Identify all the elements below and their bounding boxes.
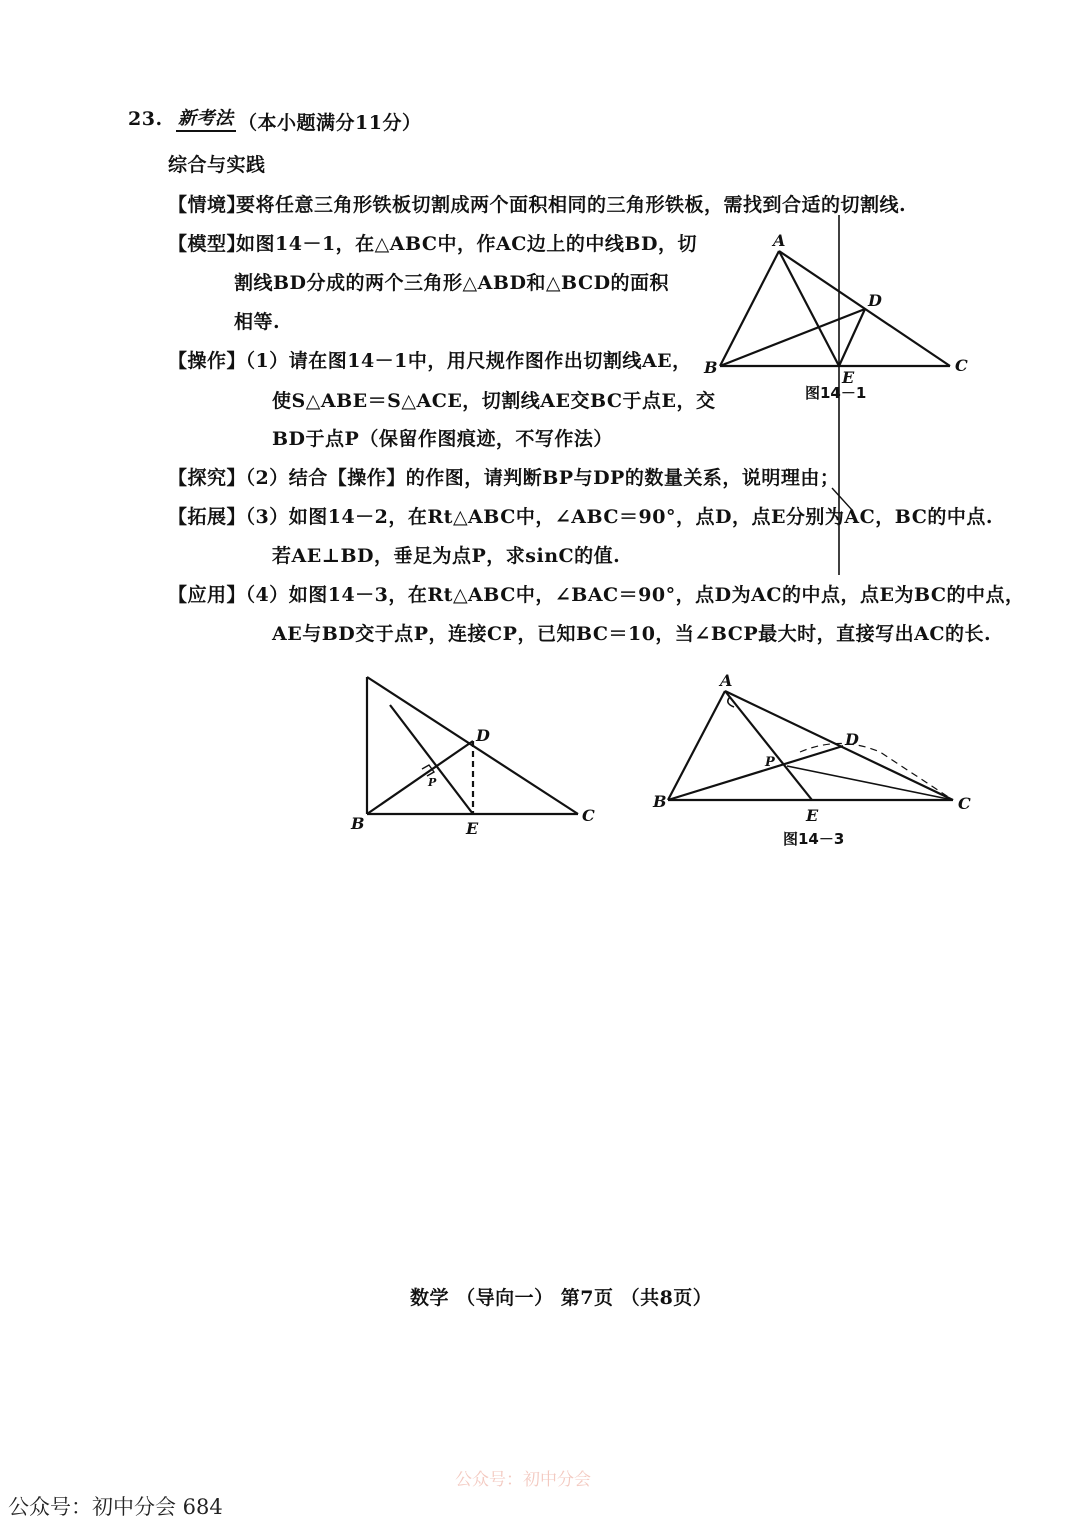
extend-tag: 【拓展】 (168, 506, 247, 528)
situation-tag: 【情境】 (168, 194, 247, 216)
question-number: 23. (128, 108, 163, 130)
fig1-label-c: C (955, 356, 968, 375)
question-score: （本小题满分11分） (238, 112, 422, 134)
apply-line-2: AE与BD交于点P，连接CP，已知BC＝10，当∠BCP最大时，直接写出AC的长. (272, 623, 992, 645)
fig1-label-b: B (704, 358, 718, 377)
fig3-ae (725, 691, 812, 800)
fig3-label-p: P (765, 755, 775, 770)
extend-line-1: （3）如图14－2，在Rt△ABC中，∠ABC＝90°，点D，点E分别为AC，BC的中点. (236, 506, 993, 528)
fig3-label-c: C (958, 794, 971, 813)
fig3-cp (787, 766, 953, 800)
explore-text: （2）结合【操作】的作图，请判断BP与DP的数量关系，说明理由； (236, 467, 840, 489)
fig3-side-ac (725, 691, 953, 800)
section-title: 综合与实践 (168, 154, 266, 176)
new-method-badge: 新考法 (176, 104, 236, 132)
fig3-bd (668, 746, 843, 800)
operate-line-2: 使S△ABE＝S△ACE，切割线AE交BC于点E，交 (272, 390, 716, 412)
model-tag: 【模型】 (168, 233, 247, 255)
operate-line-3: BD于点P（保留作图痕迹，不写作法） (272, 428, 613, 450)
fig3-label-b: B (653, 792, 667, 811)
apply-line-1: （4）如图14－3，在Rt△ABC中，∠BAC＝90°，点D为AC的中点，点E为BC的中点， (236, 584, 1025, 606)
watermark-left: 公众号：初中分会 684 (8, 1495, 223, 1519)
situation-text: 要将任意三角形铁板切割成两个面积相同的三角形铁板，需找到合适的切割线. (236, 194, 907, 216)
fig3-label-a: A (720, 671, 733, 690)
apply-tag: 【应用】 (168, 584, 247, 606)
operate-line-1: （1）请在图14－1中，用尺规作图作出切割线AE， (236, 350, 692, 372)
model-line-2: 割线BD分成的两个三角形△ABD和△BCD的面积 (234, 272, 670, 294)
fig2-label-p: P (428, 776, 437, 789)
model-line-1: 如图14－1，在△ABC中，作AC边上的中线BD，切 (236, 233, 697, 255)
watermark-center: 公众号：初中分会 (455, 1470, 591, 1490)
fig3-caption: 图14－3 (783, 830, 845, 848)
fig1-caption: 图14－1 (805, 384, 867, 402)
fig1-label-e: E (842, 368, 855, 387)
fig2-label-e: E (466, 819, 479, 838)
fig1-label-a: A (773, 231, 786, 250)
fig3-label-e: E (806, 806, 819, 825)
fig2-label-d: D (476, 726, 490, 745)
explore-tag: 【探究】 (168, 467, 247, 489)
fig2-label-b: B (351, 814, 365, 833)
operate-tag: 【操作】 (168, 350, 247, 372)
page-footer: 数学 （导向一） 第7页 （共8页） (410, 1287, 713, 1309)
fig1-label-d: D (868, 291, 882, 310)
model-line-3: 相等. (234, 311, 281, 333)
fig3-label-d: D (845, 730, 859, 749)
fig2-label-c: C (582, 806, 595, 825)
extend-line-2: 若AE⊥BD，垂足为点P，求sinC的值. (272, 545, 621, 567)
fig3-side-ab (668, 691, 725, 800)
